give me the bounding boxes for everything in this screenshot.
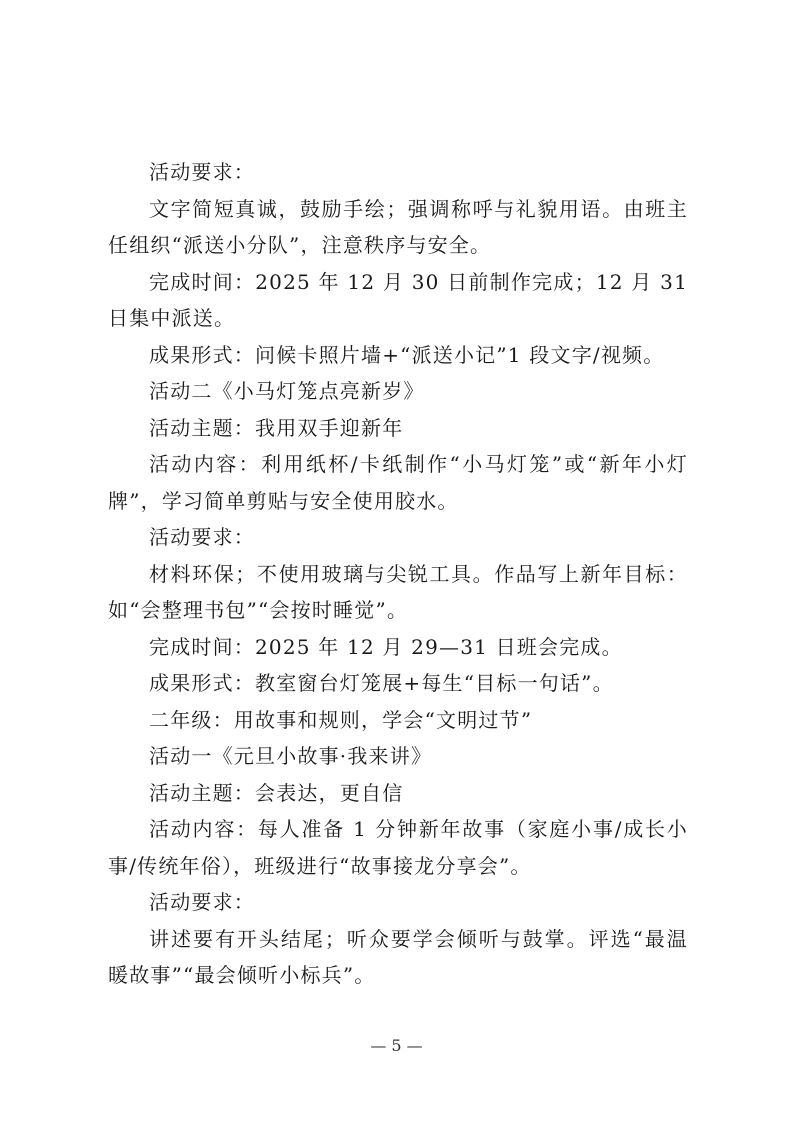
paragraph-activity-content-2: 活动内容：利用纸杯/卡纸制作“小马灯笼”或“新年小灯牌”，学习简单剪贴与安全使用胶水。 [108,452,688,513]
paragraph-activity-two-title: 活动二《小马灯笼点亮新岁》 [149,379,425,403]
page-number: — 5 — [370,1036,423,1055]
paragraph-completion-time-1: 完成时间：2025 年 12 月 30 日前制作完成；12 月 31 日集中派送。 [108,269,688,330]
paragraph-requirements-2-detail: 材料环保；不使用玻璃与尖锐工具。作品写上新年目标：如“会整理书包”“会按时睡觉”。 [108,561,688,622]
document-body [108,154,688,994]
paragraph-grade-two-activity-one-title: 活动一《元旦小故事·我来讲》 [149,744,433,768]
paragraph-requirements-1-detail: 文字简短真诚，鼓励手绘；强调称呼与礼貌用语。由班主任组织“派送小分队”，注意秩序与安全。 [108,196,688,257]
paragraph-requirements-3: 活动要求： [149,890,255,914]
paragraph-result-form-1: 成果形式：问候卡照片墙+“派送小记”1 段文字/视频。 [149,342,665,367]
paragraph-grade-two-heading: 二年级：用故事和规则，学会“文明过节” [149,707,533,732]
paragraph-activity-theme-3: 活动主题：会表达，更自信 [149,780,404,805]
paragraph-completion-time-2: 完成时间：2025 年 12 月 29—31 日班会完成。 [149,634,623,659]
paragraph-requirements-1: 活动要求： [149,160,255,184]
paragraph-result-form-2: 成果形式：教室窗台灯笼展+每生“目标一句话”。 [149,671,614,695]
paragraph-requirements-3-detail: 讲述要有开头结尾；听众要学会倾听与鼓掌。评选“最温暖故事”“最会倾听小标兵”。 [108,926,688,987]
paragraph-activity-theme-2: 活动主题：我用双手迎新年 [149,415,404,440]
paragraph-requirements-2: 活动要求： [149,525,255,549]
paragraph-activity-content-3: 活动内容：每人准备 1 分钟新年故事（家庭小事/成长小事/传统年俗），班级进行“故事接龙分享会”。 [108,817,688,878]
